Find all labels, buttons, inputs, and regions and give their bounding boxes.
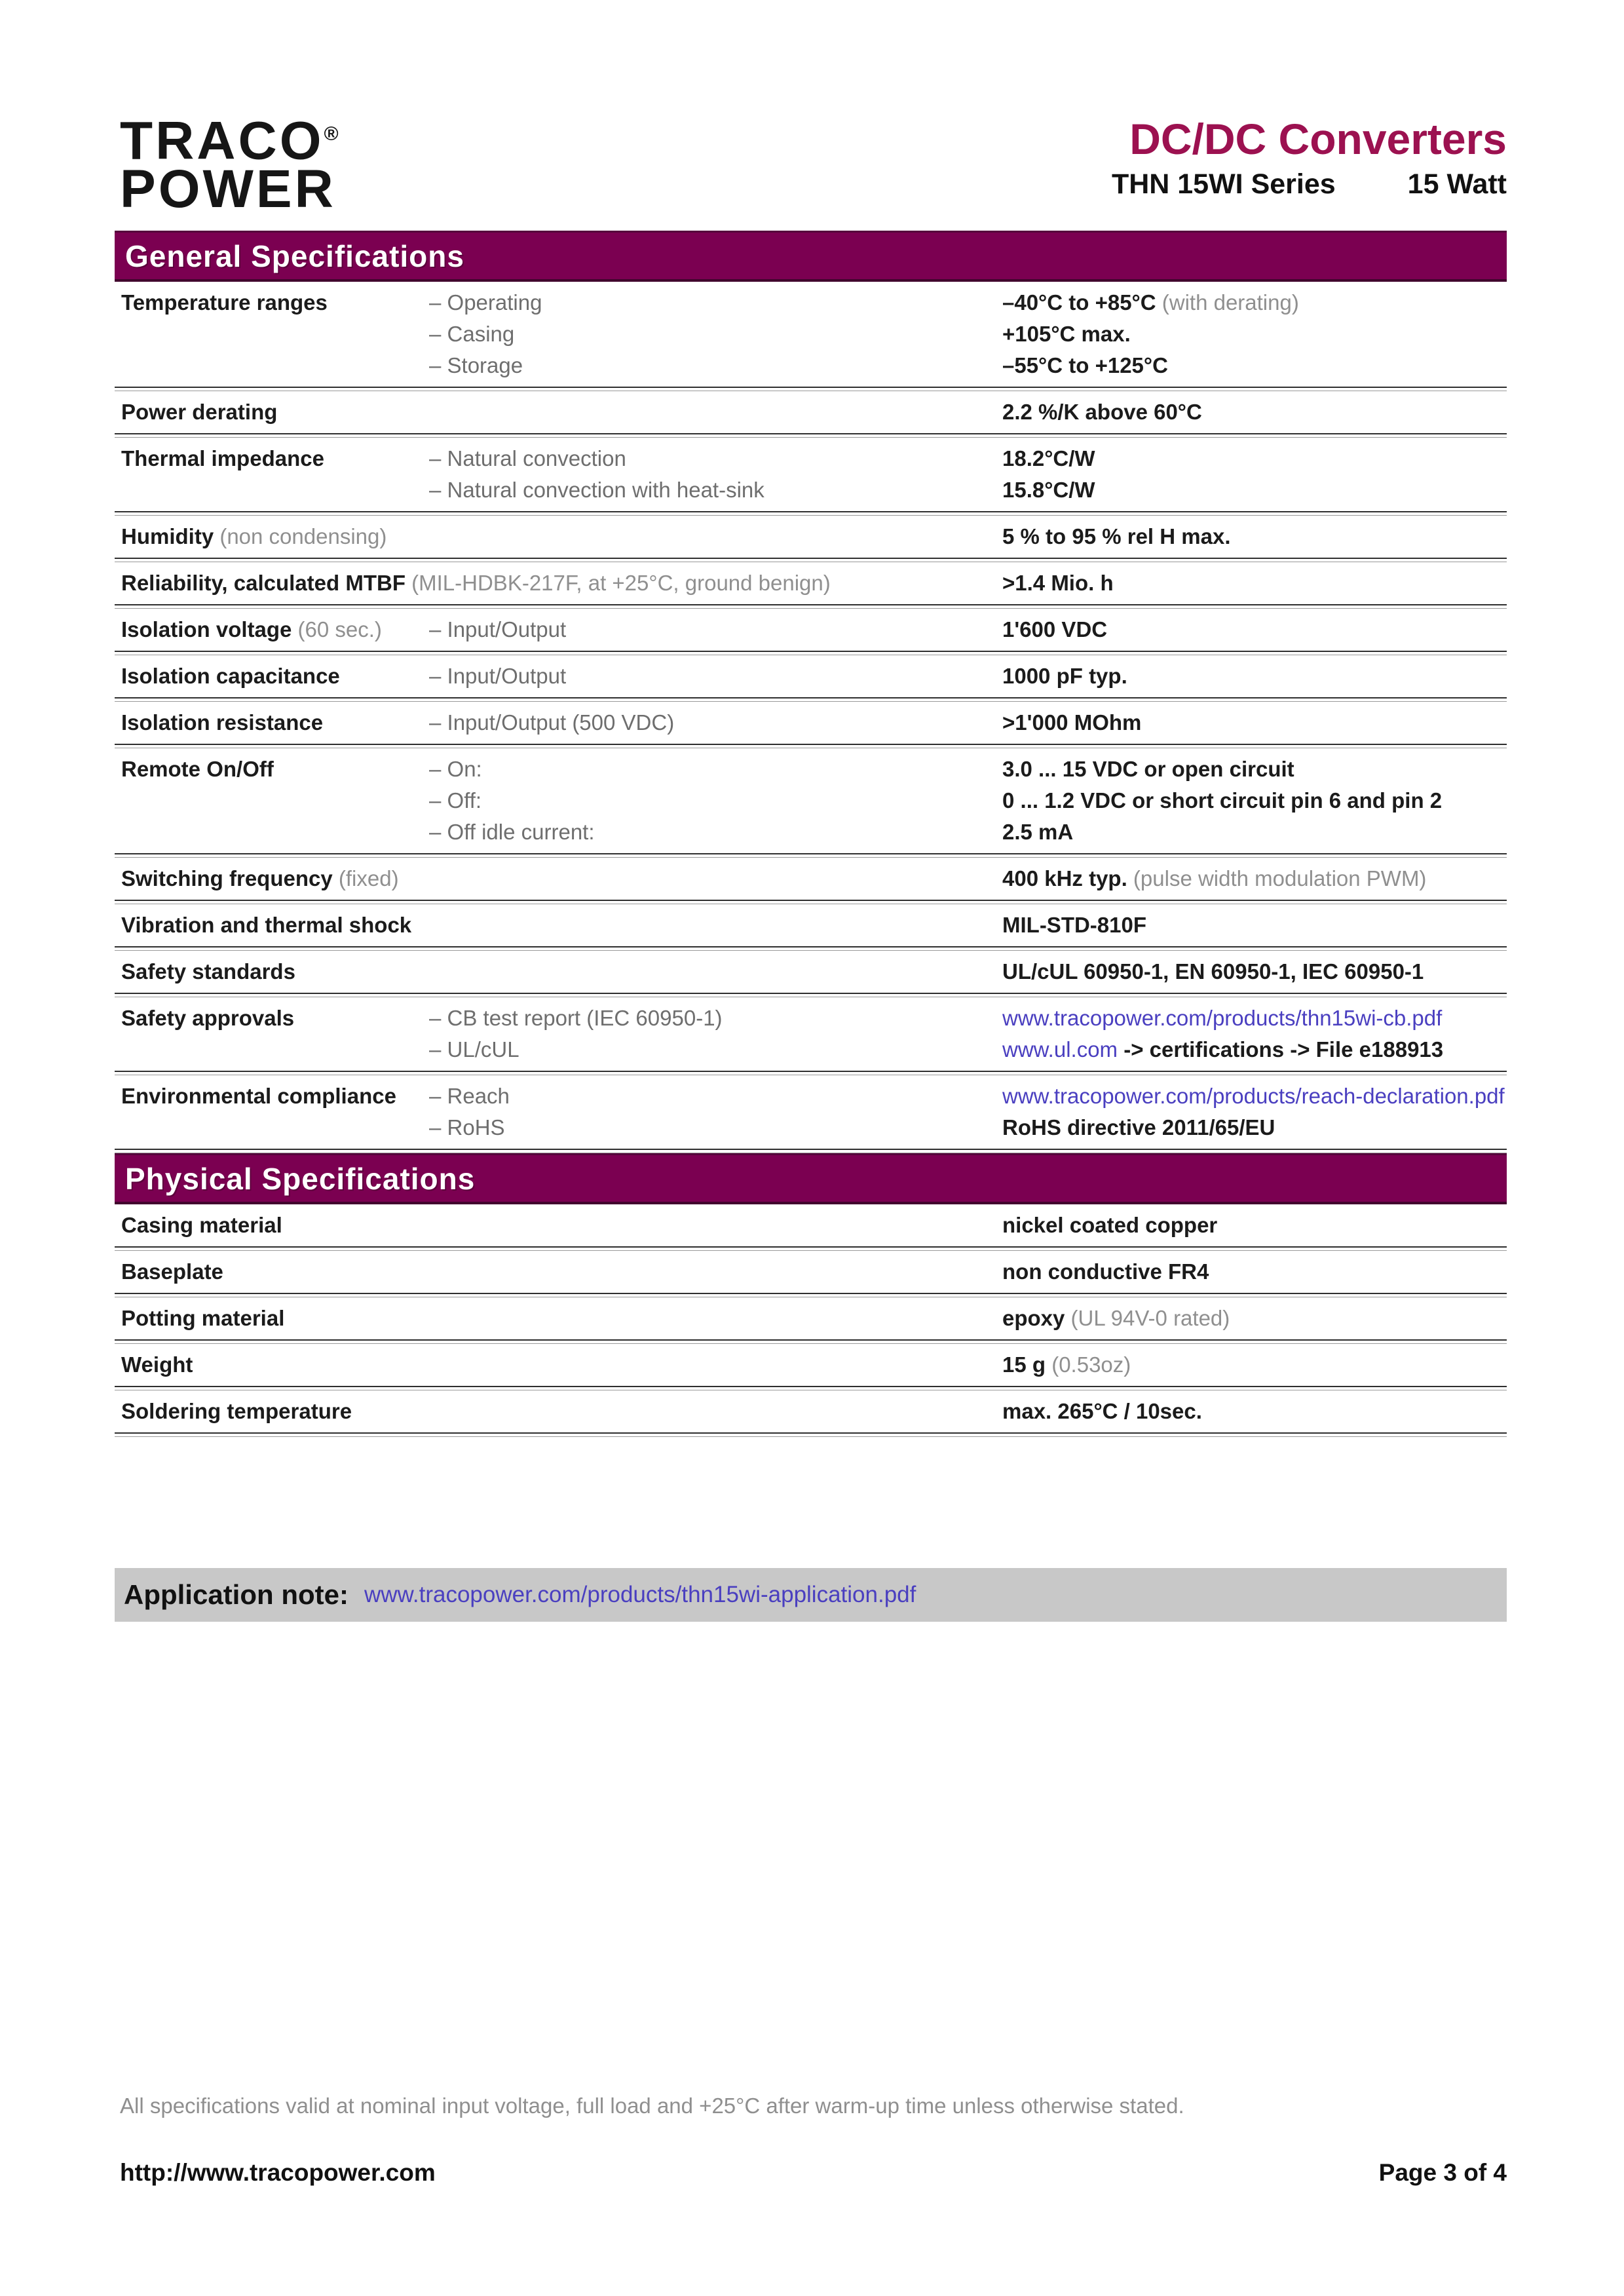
row-sub-cell: [429, 614, 1002, 645]
row-value-cell: [1002, 614, 1507, 645]
row-value-text: 15 g: [1002, 1352, 1046, 1377]
row-value-line: [1002, 1081, 1507, 1112]
row-label-cell: [115, 1349, 429, 1381]
row-value-text: (pulse width modulation PWM): [1127, 866, 1427, 890]
row-sub-cell: [429, 707, 1002, 738]
row-value-cell: [1002, 521, 1507, 552]
row-value-cell: [1002, 396, 1507, 428]
row-value-text: -> certifications -> File e188913: [1118, 1037, 1444, 1062]
series-name: THN 15WI Series: [1111, 168, 1336, 201]
row-sub-cell: [429, 754, 1002, 848]
row-label-cell: [115, 1256, 429, 1288]
row-value-cell: [1002, 1081, 1507, 1143]
footer-website-link[interactable]: http://www.tracopower.com: [120, 2159, 436, 2186]
row-label-note: (60 sec.): [292, 617, 382, 641]
row-value-cell: [1002, 707, 1507, 738]
row-value-text: 0 ... 1.2 VDC or short circuit pin 6 and pin 2: [1002, 788, 1443, 813]
row-divider: [115, 993, 1507, 997]
row-label: Isolation resistance: [121, 710, 324, 735]
row-divider: [115, 511, 1507, 516]
spec-row: [115, 951, 1507, 993]
spec-sections: [115, 231, 1507, 1437]
row-divider: [115, 1386, 1507, 1390]
row-value-text: 2.2 %/K above 60°C: [1002, 400, 1202, 424]
row-label: Potting material: [121, 1306, 285, 1330]
row-sub-item: – Input/Output (500 VDC): [429, 710, 675, 735]
section-title: General Specifications: [125, 239, 464, 273]
row-sub-item: – Casing: [429, 322, 515, 346]
spec-content: [115, 231, 1507, 1622]
row-divider: [115, 604, 1507, 609]
row-value-line: [1002, 1210, 1507, 1241]
spec-row: [115, 516, 1507, 558]
row-value-cell: [1002, 1349, 1507, 1381]
row-value-link[interactable]: www.tracopower.com/products/reach-declaration.pdf: [1002, 1084, 1505, 1108]
row-divider: [115, 387, 1507, 391]
row-value-cell: [1002, 1303, 1507, 1334]
row-divider: [115, 1432, 1507, 1437]
traco-power-logo: [120, 110, 339, 220]
row-sub-item: – CB test report (IEC 60950-1): [429, 1006, 723, 1030]
row-value-cell: [1002, 287, 1507, 381]
row-value-line: [1002, 785, 1507, 816]
row-sub-item: – On:: [429, 757, 482, 781]
row-sub-item: – RoHS: [429, 1115, 505, 1139]
row-value-text: (UL 94V-0 rated): [1065, 1306, 1230, 1330]
row-value-line: [1002, 614, 1507, 645]
row-value-text: >1.4 Mio. h: [1002, 571, 1114, 595]
row-sub-cell: [429, 567, 1002, 599]
row-label-cell: [115, 1396, 429, 1427]
row-label-cell: [115, 707, 429, 738]
document-header: [1112, 117, 1507, 201]
row-sub-item: – Off:: [429, 788, 482, 813]
row-value-line: [1002, 1256, 1507, 1288]
row-divider: [115, 1246, 1507, 1251]
spec-row: [115, 609, 1507, 651]
row-value-line: [1002, 1034, 1507, 1065]
row-divider: [115, 1071, 1507, 1075]
row-value-cell: [1002, 1396, 1507, 1427]
row-label: Temperature ranges: [121, 290, 328, 315]
row-value-line: [1002, 707, 1507, 738]
row-label: Power derating: [121, 400, 278, 424]
row-value-text: 1'600 VDC: [1002, 617, 1108, 641]
row-divider: [115, 853, 1507, 858]
row-sub-item: – Storage: [429, 353, 523, 377]
row-value-cell: [1002, 909, 1507, 941]
row-value-text: –55°C to +125°C: [1002, 353, 1168, 377]
row-label-cell: [115, 1003, 429, 1065]
row-value-text: epoxy: [1002, 1306, 1065, 1330]
row-sub-cell: [429, 287, 1002, 381]
spec-row: [115, 655, 1507, 697]
row-label: Remote On/Off: [121, 757, 274, 781]
row-value-cell: [1002, 754, 1507, 848]
row-value-text: 18.2°C/W: [1002, 446, 1095, 470]
spec-row: [115, 438, 1507, 511]
row-sub-cell: [429, 909, 1002, 941]
row-sub-item: – Operating: [429, 290, 542, 315]
row-label: Thermal impedance: [121, 446, 324, 470]
row-value-line: [1002, 1003, 1507, 1034]
row-value-line: [1002, 956, 1507, 987]
row-label-cell: [115, 754, 429, 848]
spec-row: [115, 562, 1507, 604]
row-sub-item: – Reach: [429, 1084, 510, 1108]
row-value-link[interactable]: www.ul.com: [1002, 1037, 1118, 1062]
spec-row: [115, 1251, 1507, 1293]
row-sub-cell: [429, 1396, 1002, 1427]
row-value-line: [1002, 1303, 1507, 1334]
row-value-line: [1002, 863, 1507, 894]
row-value-text: 5 % to 95 % rel H max.: [1002, 524, 1231, 548]
row-value-cell: [1002, 567, 1507, 599]
row-label: Environmental compliance: [121, 1084, 396, 1108]
row-value-cell: [1002, 956, 1507, 987]
row-value-text: (with derating): [1156, 290, 1299, 315]
row-label: Isolation voltage: [121, 617, 292, 641]
row-divider: [115, 1293, 1507, 1297]
row-sub-item: – Input/Output: [429, 617, 567, 641]
row-label-cell: [115, 660, 429, 692]
row-label-cell: [115, 956, 429, 987]
row-label: Isolation capacitance: [121, 664, 340, 688]
row-value-cell: [1002, 1003, 1507, 1065]
spec-row: [115, 748, 1507, 853]
row-value-line: [1002, 567, 1507, 599]
footer-disclaimer: All specifications valid at nominal input voltage, full load and +25°C after warm-up time unless otherwise stated.: [120, 2094, 1184, 2118]
row-value-line: [1002, 287, 1507, 318]
row-value-text: +105°C max.: [1002, 322, 1131, 346]
row-value-text: RoHS directive 2011/65/EU: [1002, 1115, 1275, 1139]
row-sub-cell: [429, 1349, 1002, 1381]
row-divider: [115, 1149, 1507, 1153]
spec-row: [115, 1297, 1507, 1339]
row-sub-item: – Natural convection with heat-sink: [429, 478, 765, 502]
row-label-cell: [115, 287, 429, 381]
row-value-text: non conductive FR4: [1002, 1259, 1209, 1284]
row-value-text: >1'000 MOhm: [1002, 710, 1142, 735]
spec-row: [115, 858, 1507, 900]
row-value-line: [1002, 350, 1507, 381]
row-divider: [115, 744, 1507, 748]
row-value-text: 1000 pF typ.: [1002, 664, 1127, 688]
row-divider: [115, 558, 1507, 562]
application-note-label: Application note:: [124, 1579, 349, 1610]
row-value-text: 3.0 ... 15 VDC or open circuit: [1002, 757, 1294, 781]
row-label-cell: [115, 1081, 429, 1143]
row-sub-cell: [429, 956, 1002, 987]
row-value-line: [1002, 909, 1507, 941]
row-value-line: [1002, 660, 1507, 692]
logo-line-bottom: POWER: [120, 159, 336, 220]
row-sub-cell: [429, 863, 1002, 894]
footer-page-number: Page 3 of 4: [1378, 2159, 1507, 2186]
document-title: DC/DC Converters: [1129, 115, 1507, 163]
document-subtitle: [1112, 168, 1507, 201]
row-sub-cell: [429, 443, 1002, 506]
row-label-cell: [115, 1210, 429, 1241]
row-value-text: nickel coated copper: [1002, 1213, 1218, 1237]
row-value-line: [1002, 396, 1507, 428]
row-sub-item: – UL/cUL: [429, 1037, 519, 1062]
row-value-line: [1002, 1112, 1507, 1143]
spec-row: [115, 997, 1507, 1071]
row-value-text: MIL-STD-810F: [1002, 913, 1147, 937]
spec-row: [115, 1075, 1507, 1149]
row-sub-item: – Input/Output: [429, 664, 567, 688]
row-value-text: 15.8°C/W: [1002, 478, 1095, 502]
section-header: [115, 231, 1507, 282]
row-sub-item: – Natural convection: [429, 446, 626, 470]
row-value-cell: [1002, 1256, 1507, 1288]
application-note-bar: [115, 1568, 1507, 1622]
row-value-line: [1002, 474, 1507, 506]
row-value-text: UL/cUL 60950-1, EN 60950-1, IEC 60950-1: [1002, 959, 1424, 984]
row-divider: [115, 433, 1507, 438]
row-value-text: max. 265°C / 10sec.: [1002, 1399, 1202, 1423]
row-value-cell: [1002, 1210, 1507, 1241]
row-value-cell: [1002, 660, 1507, 692]
row-label: Soldering temperature: [121, 1399, 352, 1423]
row-divider: [115, 1339, 1507, 1344]
row-label: Reliability, calculated MTBF: [121, 571, 406, 595]
row-sub-cell: [429, 1303, 1002, 1334]
spec-row: [115, 391, 1507, 433]
row-label: Humidity: [121, 524, 214, 548]
row-label-note: (MIL-HDBK-217F, at +25°C, ground benign): [405, 571, 831, 595]
row-label: Baseplate: [121, 1259, 223, 1284]
spec-row: [115, 904, 1507, 946]
row-value-text: 2.5 mA: [1002, 820, 1074, 844]
row-value-line: [1002, 816, 1507, 848]
row-value-cell: [1002, 863, 1507, 894]
row-value-line: [1002, 318, 1507, 350]
row-value-line: [1002, 443, 1507, 474]
row-sub-cell: [429, 1003, 1002, 1065]
row-label-note: (fixed): [332, 866, 399, 890]
row-value-line: [1002, 521, 1507, 552]
row-label: Safety standards: [121, 959, 295, 984]
row-value-line: [1002, 1396, 1507, 1427]
row-sub-cell: [429, 396, 1002, 428]
section-header: [115, 1153, 1507, 1204]
row-sub-cell: [429, 1210, 1002, 1241]
row-label: Safety approvals: [121, 1006, 295, 1030]
row-label-cell: [115, 1303, 429, 1334]
application-note-link[interactable]: www.tracopower.com/products/thn15wi-application.pdf: [364, 1582, 916, 1607]
row-value-text: (0.53oz): [1046, 1352, 1131, 1377]
footer-row: [120, 2159, 1507, 2187]
spec-row: [115, 1390, 1507, 1432]
row-label-cell: [115, 567, 831, 599]
spec-row: [115, 702, 1507, 744]
row-sub-item: – Off idle current:: [429, 820, 595, 844]
row-label-note: (non condensing): [214, 524, 387, 548]
row-value-link[interactable]: www.tracopower.com/products/thn15wi-cb.pdf: [1002, 1006, 1443, 1030]
row-value-line: [1002, 754, 1507, 785]
logo-line-top: TRACO®: [120, 111, 339, 171]
page-footer: [120, 2094, 1507, 2187]
spec-row: [115, 1204, 1507, 1246]
row-sub-cell: [429, 1081, 1002, 1143]
row-sub-cell: [429, 521, 1002, 552]
row-label-cell: [115, 863, 429, 894]
row-value-line: [1002, 1349, 1507, 1381]
row-label: Weight: [121, 1352, 193, 1377]
spec-row: [115, 1344, 1507, 1386]
row-divider: [115, 946, 1507, 951]
row-value-cell: [1002, 443, 1507, 506]
row-sub-cell: [429, 1256, 1002, 1288]
row-label-cell: [115, 614, 429, 645]
section-title: Physical Specifications: [125, 1161, 476, 1196]
registered-trademark-icon: ®: [324, 123, 339, 145]
row-label-cell: [115, 443, 429, 506]
row-label-cell: [115, 909, 429, 941]
row-label: Switching frequency: [121, 866, 333, 890]
row-label: Vibration and thermal shock: [121, 913, 412, 937]
row-divider: [115, 651, 1507, 655]
row-value-text: –40°C to +85°C: [1002, 290, 1156, 315]
row-value-text: 400 kHz typ.: [1002, 866, 1127, 890]
row-divider: [115, 697, 1507, 702]
spec-row: [115, 282, 1507, 387]
row-label-cell: [115, 521, 429, 552]
row-label-cell: [115, 396, 429, 428]
wattage: 15 Watt: [1407, 168, 1507, 201]
row-divider: [115, 900, 1507, 904]
row-label: Casing material: [121, 1213, 282, 1237]
row-sub-cell: [429, 660, 1002, 692]
